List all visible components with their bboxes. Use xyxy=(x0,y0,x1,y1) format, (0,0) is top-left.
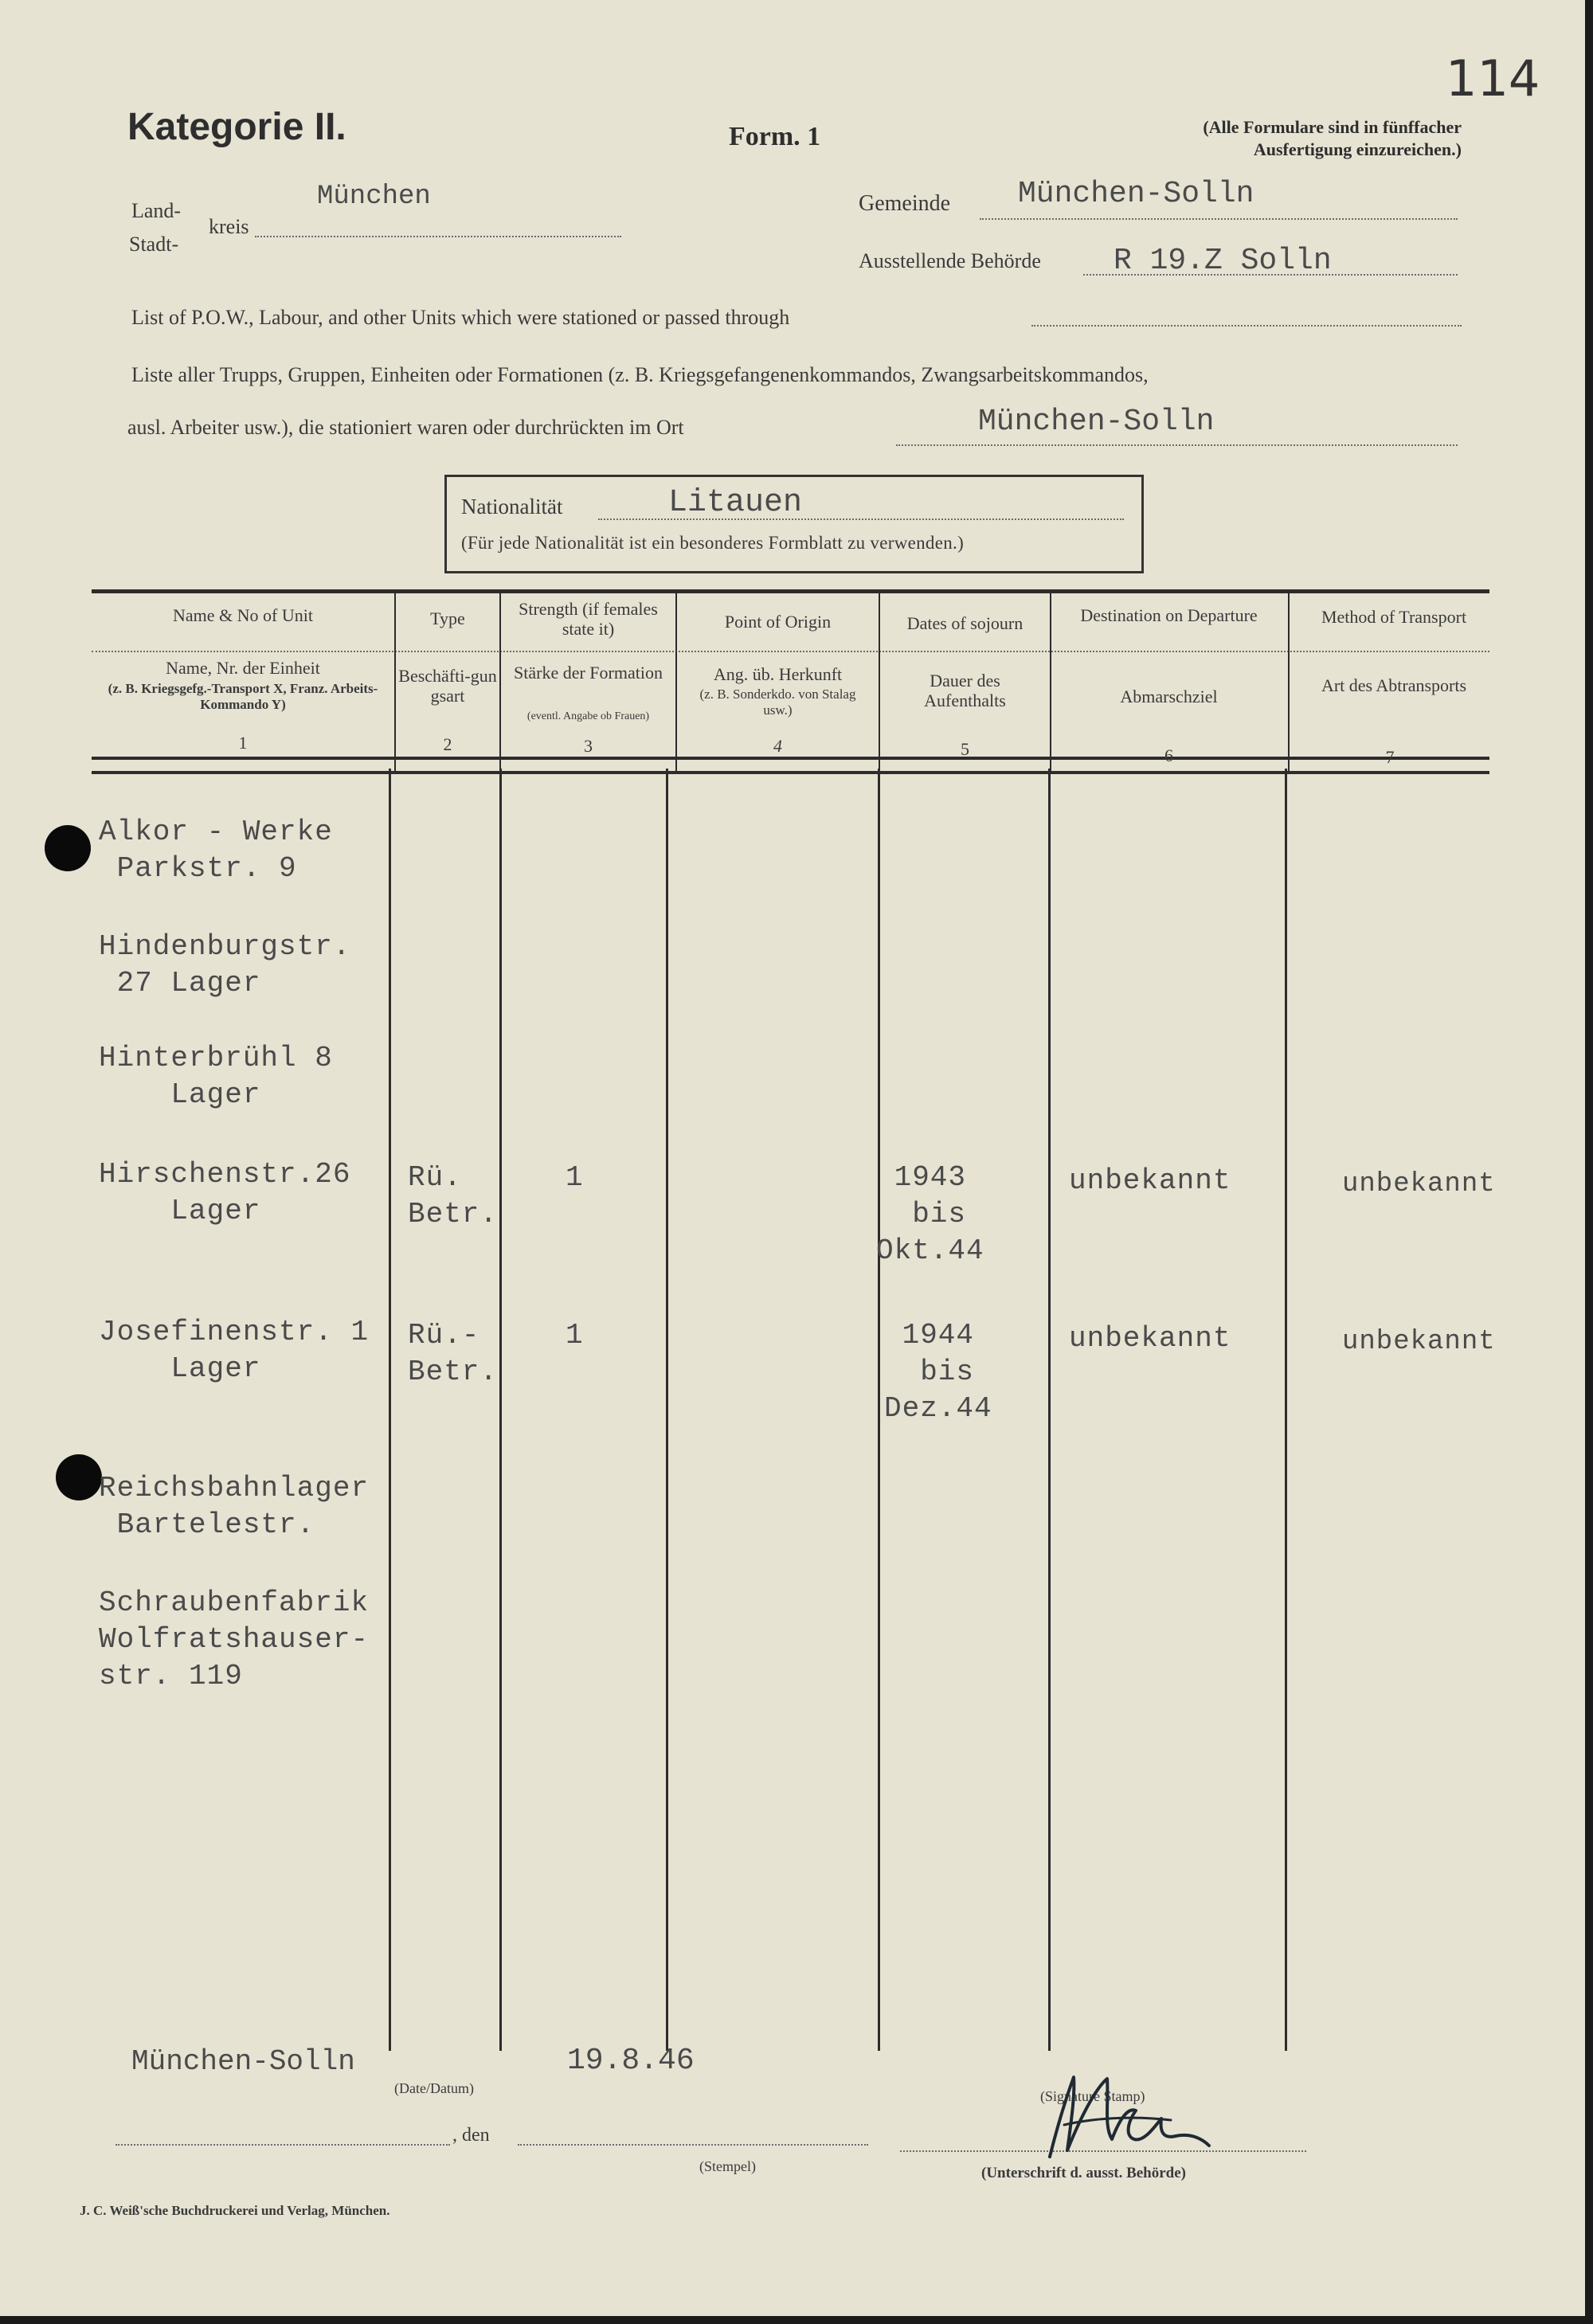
row3-unit: Hinterbrühl 8 Lager xyxy=(99,1042,333,1111)
row4-dates: 1943 bis Okt.44 xyxy=(876,1161,984,1267)
row4-type: Rü. Betr. xyxy=(408,1161,499,1230)
col4-header-note: (z. B. Sonderkdo. von Stalag usw.) xyxy=(699,687,856,718)
col5-number: 5 xyxy=(961,739,969,759)
col4-header-de: Ang. üb. Herkunft xyxy=(713,664,843,684)
col7-header-en: Method of Transport xyxy=(1321,607,1467,627)
header-divider-dotted xyxy=(92,651,1489,652)
handwritten-signature xyxy=(1035,2063,1219,2166)
page-number: 114 xyxy=(1446,49,1540,108)
ort-value: München-Solln xyxy=(978,405,1215,439)
kreis-value: München xyxy=(317,182,431,212)
nationality-label: Nationalität xyxy=(461,495,563,518)
unterschrift-label: (Unterschrift d. ausst. Behörde) xyxy=(981,2165,1187,2181)
col6-header-de: Abmarschziel xyxy=(1120,687,1218,706)
nationality-value: Litauen xyxy=(668,485,803,521)
copies-note-line2: Ausfertigung einzureichen.) xyxy=(1253,139,1462,159)
list-german-2: ausl. Arbeiter usw.), die stationiert waren oder durchrückten im Ort xyxy=(127,416,684,439)
col3-number: 3 xyxy=(584,736,593,756)
row7-unit: Schraubenfabrik Wolfratshauser- str. 119 xyxy=(99,1587,370,1692)
col5-header-en: Dates of sojourn xyxy=(906,613,1024,633)
place-dotted-line xyxy=(115,2144,450,2146)
col-divider-6 xyxy=(1285,769,1287,2051)
gemeinde-value: München-Solln xyxy=(1018,177,1254,211)
kreis-label: kreis xyxy=(209,215,249,238)
row1-unit: Alkor - Werke Parkstr. 9 xyxy=(99,816,333,885)
col2-number: 2 xyxy=(443,734,452,754)
col3-header-note: (eventl. Angabe ob Frauen) xyxy=(526,710,650,722)
printer-imprint: J. C. Weiß'sche Buchdruckerei und Verlag, München. xyxy=(80,2203,390,2218)
punch-hole-bottom xyxy=(56,1454,102,1500)
table-top-border xyxy=(92,589,1489,593)
row4-destination: unbekannt xyxy=(1069,1164,1231,1197)
date-value: 19.8.46 xyxy=(567,2044,695,2078)
stadt-label: Stadt- xyxy=(129,233,179,256)
col-divider-6-head xyxy=(1288,593,1290,773)
row2-unit: Hindenburgstr. 27 Lager xyxy=(99,930,351,1000)
gemeinde-label: Gemeinde xyxy=(859,191,951,216)
row5-destination: unbekannt xyxy=(1069,1322,1231,1355)
date-label: (Date/Datum) xyxy=(394,2080,474,2096)
ort-dotted-line xyxy=(896,444,1458,446)
col4-number: 4 xyxy=(773,736,782,756)
list-german-1: Liste aller Trupps, Gruppen, Einheiten oder Formationen (z. B. Kriegsgefangenenkommandos, Zwangsarbeitskommandos, xyxy=(131,363,1149,386)
col2-header-en: Type xyxy=(430,608,465,628)
col-divider-5 xyxy=(1048,769,1051,2051)
behoerde-label: Ausstellende Behörde xyxy=(859,249,1041,272)
gemeinde-dotted-line xyxy=(980,218,1458,220)
row5-strength: 1 xyxy=(566,1319,584,1352)
category-title: Kategorie II. xyxy=(127,106,346,148)
copies-note xyxy=(1091,116,1462,160)
row6-unit: Reichsbahnlager Bartelestr. xyxy=(99,1472,370,1541)
col6-header-en: Destination on Departure xyxy=(1080,605,1258,625)
col4-header-en: Point of Origin xyxy=(724,612,832,632)
list-english: List of P.O.W., Labour, and other Units which were stationed or passed through xyxy=(131,306,790,329)
row5-unit: Josefinenstr. 1 Lager xyxy=(99,1316,370,1385)
row4-strength: 1 xyxy=(566,1161,584,1194)
col1-header-en: Name & No of Unit xyxy=(173,605,313,625)
form-number: Form. 1 xyxy=(729,122,821,151)
col1-number: 1 xyxy=(238,733,248,753)
col-divider-4 xyxy=(878,769,880,2051)
behoerde-value: R 19.Z Solln xyxy=(1114,244,1332,278)
nationality-box xyxy=(444,475,1144,573)
row4-unit: Hirschenstr.26 Lager xyxy=(99,1158,351,1227)
col6-number: 6 xyxy=(1164,745,1173,765)
land-label: Land- xyxy=(131,199,182,222)
col1-header-de: Name, Nr. der Einheit xyxy=(166,658,320,678)
list-english-dotted-line xyxy=(1031,325,1462,327)
row4-transport: unbekannt xyxy=(1342,1169,1496,1199)
col-divider-2 xyxy=(499,769,502,2051)
row5-transport: unbekannt xyxy=(1342,1327,1496,1357)
col5-header-de: Dauer des Aufenthalts xyxy=(924,671,1006,711)
kreis-dotted-line xyxy=(255,236,621,237)
col7-header-de: Art des Abtransports xyxy=(1321,675,1467,695)
col7-number: 7 xyxy=(1385,747,1395,767)
row5-type: Rü.- Betr. xyxy=(408,1319,499,1388)
nationality-note: (Für jede Nationalität ist ein besonderes Formblatt zu verwenden.) xyxy=(461,533,965,553)
stempel-label: (Stempel) xyxy=(699,2158,756,2174)
place-value: München-Solln xyxy=(131,2045,355,2078)
col3-header-en: Strength (if females state it) xyxy=(519,599,658,640)
den-label: , den xyxy=(452,2125,490,2146)
copies-note-line1: (Alle Formulare sind in fünffacher xyxy=(1203,117,1462,137)
row5-dates: 1944 bis Dez.44 xyxy=(884,1319,992,1425)
col-divider-1 xyxy=(389,769,391,2051)
signature-label: (Signature Stamp) xyxy=(1040,2088,1145,2104)
table-header-bottom-2 xyxy=(92,771,1489,774)
col3-header-de: Stärke der Formation xyxy=(514,663,663,683)
col2-header-de: Beschäfti-gungsart xyxy=(398,666,497,706)
col1-header-note: (z. B. Kriegsgefg.-Transport X, Franz. Arbeits-Kommando Y) xyxy=(108,681,378,712)
punch-hole-top xyxy=(45,825,91,871)
col-divider-3 xyxy=(666,769,668,2051)
date-dotted-line xyxy=(518,2144,868,2146)
